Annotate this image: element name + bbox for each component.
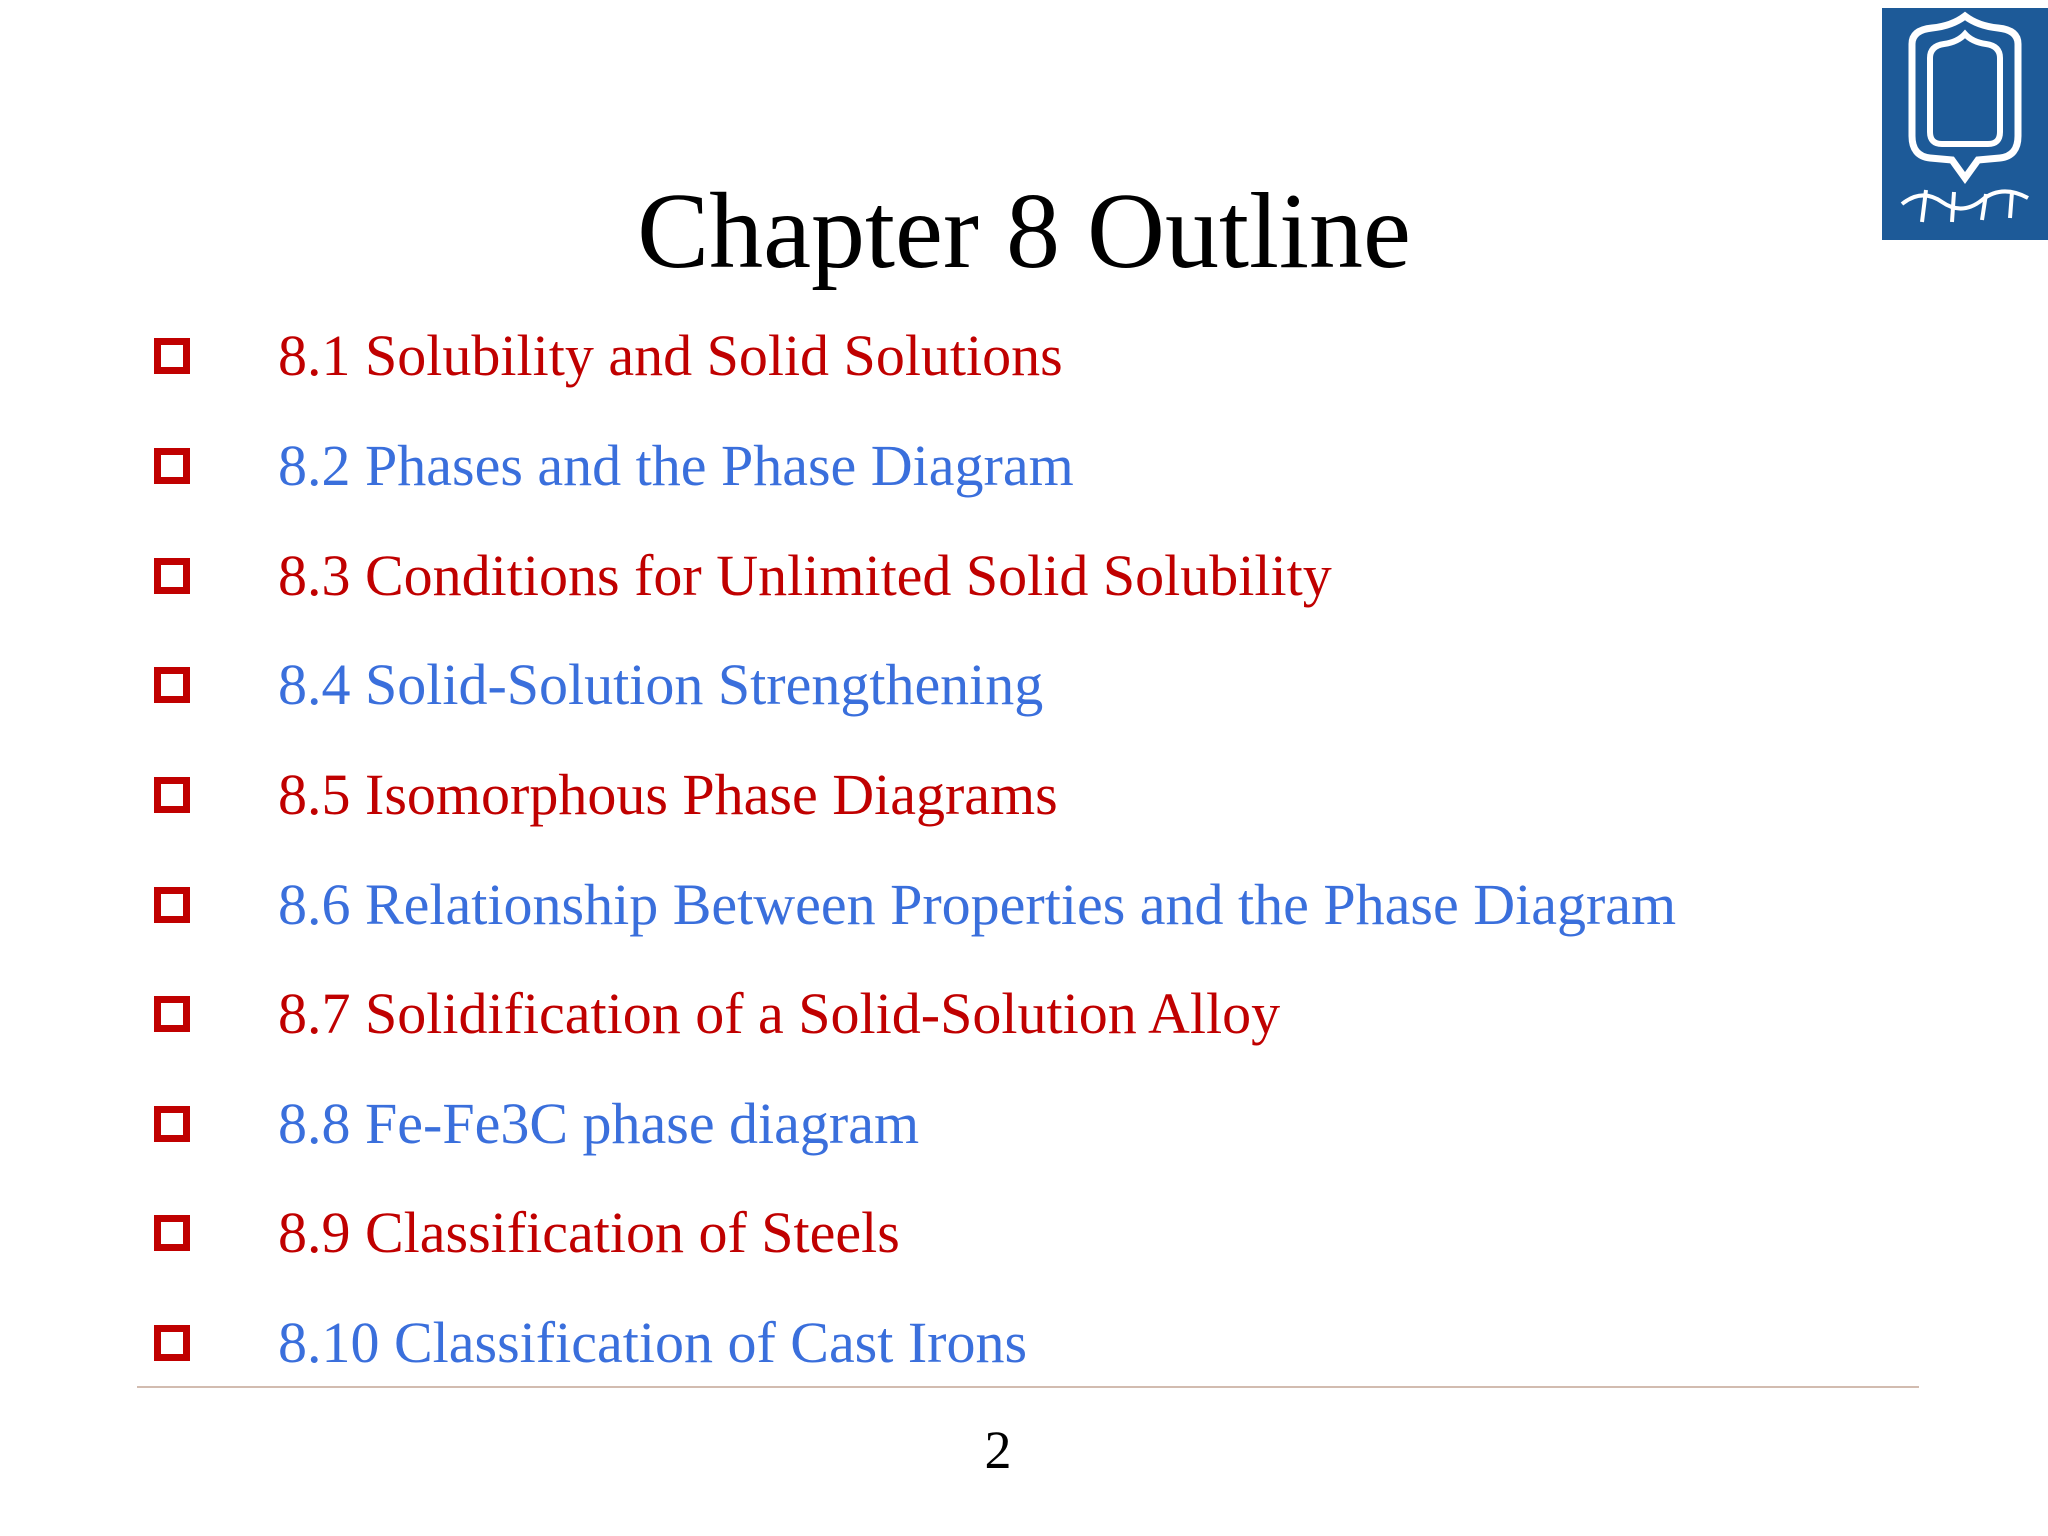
square-bullet-icon — [154, 1215, 190, 1251]
outline-item — [0, 322, 2048, 402]
square-bullet-icon — [154, 448, 190, 484]
outline-item — [0, 1199, 2048, 1279]
square-bullet-icon — [154, 1106, 190, 1142]
footer-divider — [137, 1386, 1919, 1388]
outline-item-label: 8.1 Solubility and Solid Solutions — [278, 323, 1063, 388]
square-bullet-icon — [154, 667, 190, 703]
outline-item — [0, 761, 2048, 841]
outline-item-label: 8.10 Classification of Cast Irons — [278, 1310, 1028, 1375]
outline-item-label: 8.7 Solidification of a Solid-Solution Alloy — [278, 981, 1281, 1046]
outline-item — [0, 1090, 2048, 1170]
square-bullet-icon — [154, 996, 190, 1032]
square-bullet-icon — [154, 887, 190, 923]
outline-item — [0, 980, 2048, 1060]
outline-item-label: 8.9 Classification of Steels — [278, 1200, 900, 1265]
outline-item — [0, 432, 2048, 512]
square-bullet-icon — [154, 338, 190, 374]
outline-item-label: 8.4 Solid-Solution Strengthening — [278, 652, 1044, 717]
outline-item — [0, 871, 2048, 951]
page-number: 2 — [984, 1420, 1012, 1480]
outline-item — [0, 542, 2048, 622]
outline-item — [0, 651, 2048, 731]
outline-item-label: 8.5 Isomorphous Phase Diagrams — [278, 762, 1058, 827]
square-bullet-icon — [154, 1325, 190, 1361]
outline-item-label: 8.2 Phases and the Phase Diagram — [278, 433, 1074, 498]
outline-item-label: 8.6 Relationship Between Properties and the Phase Diagram — [278, 872, 1677, 937]
outline-item-label: 8.3 Conditions for Unlimited Solid Solubility — [278, 543, 1332, 608]
slide-title: Chapter 8 Outline — [637, 172, 1411, 291]
square-bullet-icon — [154, 558, 190, 594]
square-bullet-icon — [154, 777, 190, 813]
outline-item-label: 8.8 Fe-Fe3C phase diagram — [278, 1091, 920, 1156]
outline-item — [0, 1309, 2048, 1389]
